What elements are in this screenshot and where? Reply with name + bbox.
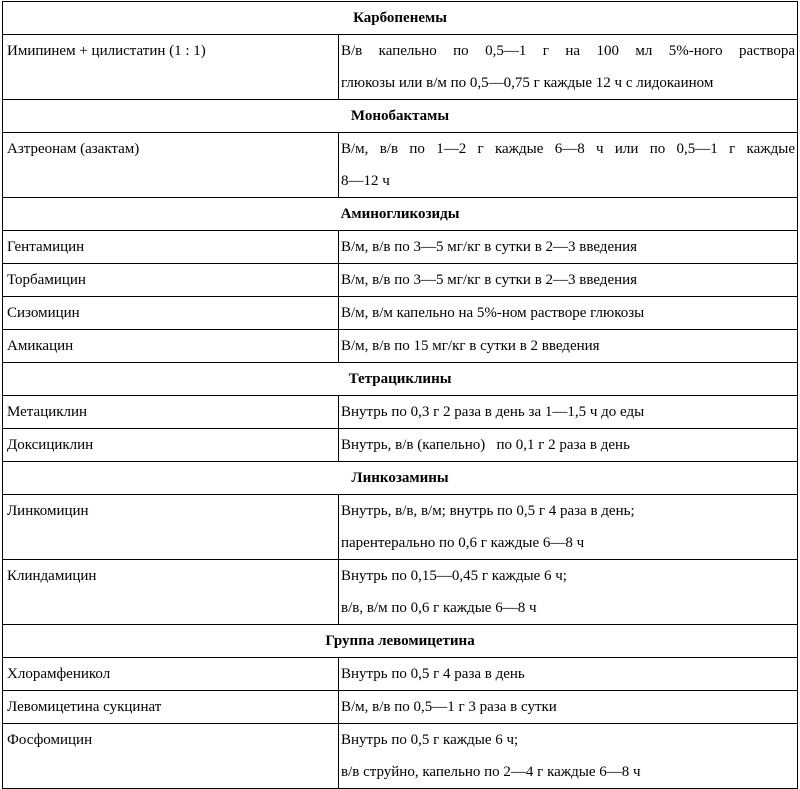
drug-name: Торбамицин (3, 264, 339, 297)
dosage-line: глюкозы или в/м по 0,5—0,75 г каждые 12 ч с лидокаином (341, 75, 714, 91)
dosage-line: В/м, в/в по 3—5 мг/кг в сутки в 2—3 введения (341, 272, 638, 288)
table-row (3, 495, 798, 560)
drug-name: Левомицетина сукцинат (3, 691, 339, 724)
table-row (3, 396, 798, 429)
dosage-line: Внутрь по 0,15—0,45 г каждые 6 ч; (341, 568, 567, 584)
dosage-cell (339, 297, 798, 330)
drug-name: Имипинем + цилистатин (1 : 1) (3, 35, 339, 100)
table-row (3, 429, 798, 462)
dosage-line: парентерально по 0,6 г каждые 6—8 ч (341, 535, 585, 551)
group-title-monobactams: Монобактамы (3, 100, 798, 133)
group-title-chloramphenicol: Группа левомицетина (3, 625, 798, 658)
dosage-cell (339, 264, 798, 297)
table-row (3, 724, 798, 789)
dosage-line: Внутрь по 0,3 г 2 раза в день за 1—1,5 ч до еды (341, 404, 645, 420)
table-row (3, 231, 798, 264)
drug-name: Хлорамфеникол (3, 658, 339, 691)
drug-name: Доксициклин (3, 429, 339, 462)
group-title-lincosamides: Линкозамины (3, 462, 798, 495)
drug-name: Азтреонам (азактам) (3, 133, 339, 198)
drug-name: Гентамицин (3, 231, 339, 264)
dosage-line: 8—12 ч (341, 173, 390, 189)
dosage-line: Внутрь по 0,5 г каждые 6 ч; (341, 732, 519, 748)
table-row (3, 330, 798, 363)
group-header-row (3, 198, 798, 231)
dosage-line: Внутрь, в/в, в/м; внутрь по 0,5 г 4 раза в день; (341, 503, 635, 519)
dosage-line: В/м, в/в по 3—5 мг/кг в сутки в 2—3 введения (341, 239, 638, 255)
table-row (3, 35, 798, 100)
dosage-cell (339, 429, 798, 462)
drug-name: Сизомицин (3, 297, 339, 330)
dosage-line: В/в капельно по 0,5—1 г на 100 мл 5%-ного раствора (341, 43, 796, 59)
dosage-cell (339, 133, 798, 198)
group-title-aminoglycosides: Аминогликозиды (3, 198, 798, 231)
dosage-line: в/в, в/м по 0,6 г каждые 6—8 ч (341, 600, 537, 616)
table-row (3, 691, 798, 724)
drug-name: Клиндамицин (3, 560, 339, 625)
group-header-row (3, 2, 798, 35)
table-row (3, 560, 798, 625)
table-body (3, 2, 798, 789)
group-title-carbapenems: Карбопенемы (3, 2, 798, 35)
antibiotic-dosage-table (2, 1, 798, 789)
dosage-cell (339, 658, 798, 691)
dosage-cell (339, 724, 798, 789)
dosage-cell (339, 396, 798, 429)
dosage-cell (339, 560, 798, 625)
dosage-cell (339, 691, 798, 724)
dosage-line: В/м, в/в по 0,5—1 г 3 раза в сутки (341, 699, 557, 715)
drug-name: Метациклин (3, 396, 339, 429)
dosage-line: В/м, в/в по 1—2 г каждые 6—8 ч или по 0,5—1 г каждые (341, 141, 796, 157)
drug-name: Амикацин (3, 330, 339, 363)
group-header-row (3, 625, 798, 658)
dosage-cell (339, 231, 798, 264)
dosage-line: в/в струйно, капельно по 2—4 г каждые 6—8 ч (341, 764, 641, 780)
group-header-row (3, 462, 798, 495)
drug-name: Линкомицин (3, 495, 339, 560)
dosage-line: Внутрь по 0,5 г 4 раза в день (341, 666, 525, 682)
dosage-line: В/м, в/м капельно на 5%-ном растворе глюкозы (341, 305, 645, 321)
table-row (3, 264, 798, 297)
dosage-cell (339, 35, 798, 100)
dosage-line: В/м, в/в по 15 мг/кг в сутки в 2 введения (341, 338, 600, 354)
dosage-line: Внутрь, в/в (капельно) по 0,1 г 2 раза в день (341, 437, 630, 453)
group-header-row (3, 100, 798, 133)
group-title-tetracyclines: Тетрациклины (3, 363, 798, 396)
dosage-cell (339, 495, 798, 560)
drug-name: Фосфомицин (3, 724, 339, 789)
dosage-cell (339, 330, 798, 363)
table-row (3, 658, 798, 691)
group-header-row (3, 363, 798, 396)
table-row (3, 133, 798, 198)
table-row (3, 297, 798, 330)
